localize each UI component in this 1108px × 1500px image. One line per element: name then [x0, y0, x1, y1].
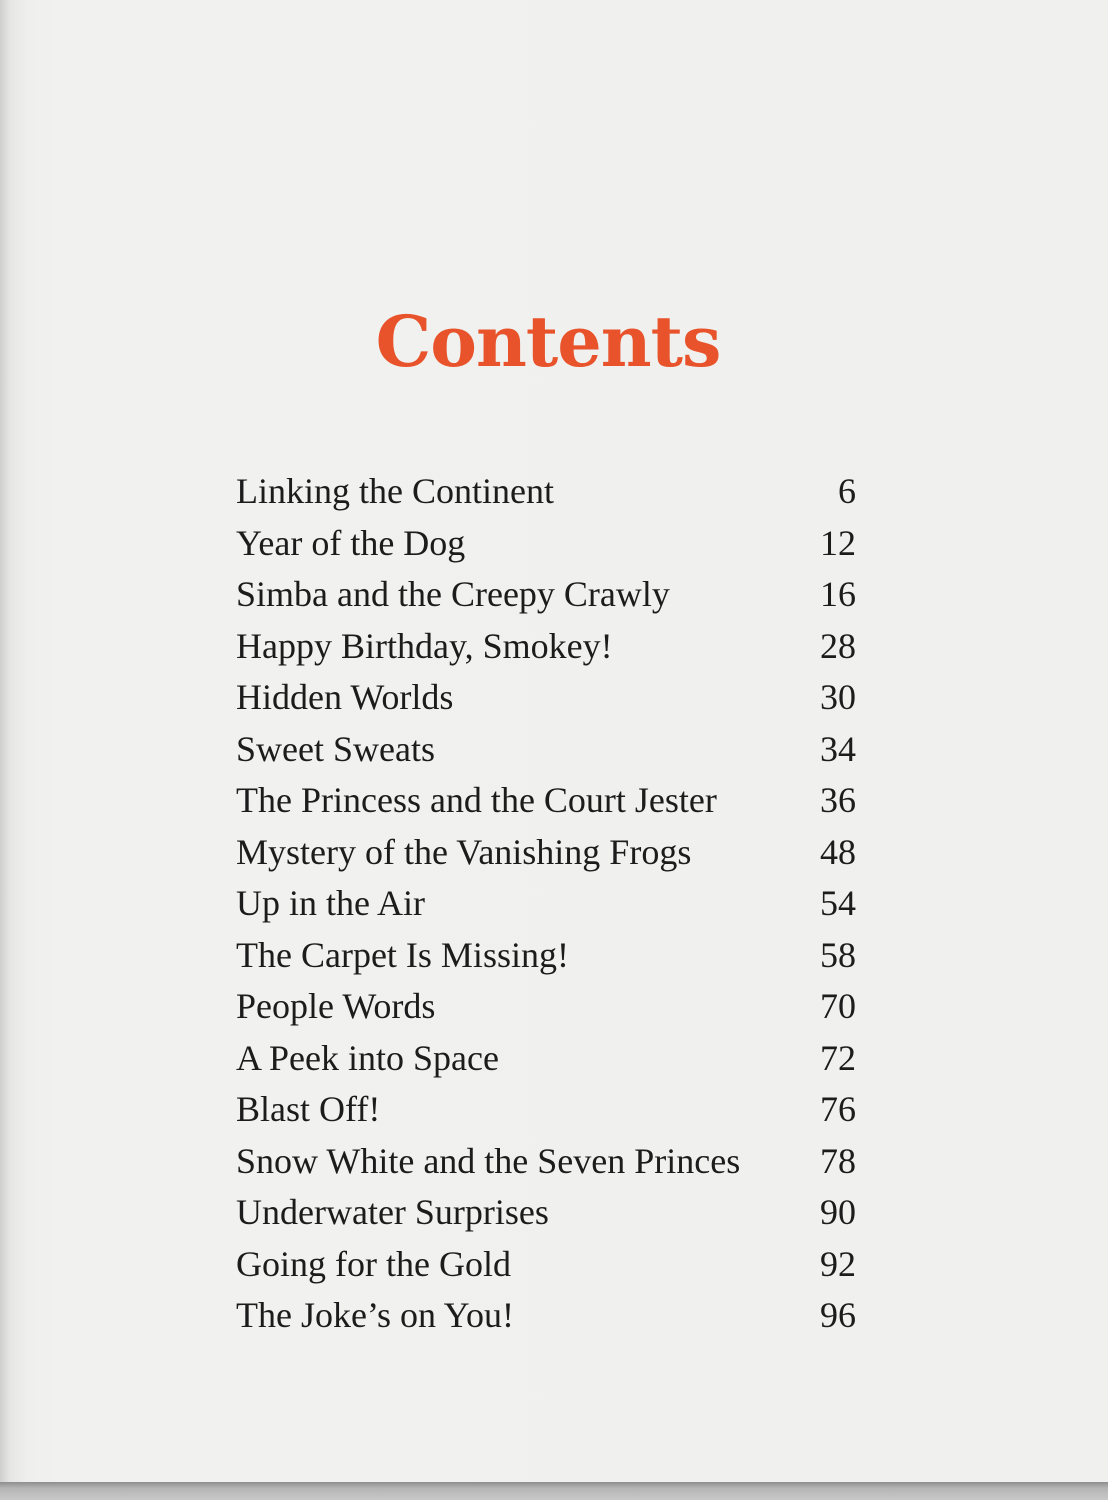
- toc-entry-title: Going for the Gold: [236, 1243, 511, 1284]
- toc-entry-page-number: 96: [820, 1295, 856, 1335]
- toc-entry-title: Snow White and the Seven Princes: [236, 1140, 741, 1181]
- toc-entry-page-number: 70: [820, 986, 856, 1026]
- toc-entry-title: The Joke’s on You!: [236, 1295, 515, 1335]
- toc-entry: [236, 1191, 856, 1243]
- toc-entry: [236, 934, 856, 986]
- toc-entry: [236, 882, 856, 934]
- toc-entry: [236, 1037, 856, 1089]
- toc-entry-title: The Carpet Is Missing!: [236, 934, 569, 975]
- toc-entry: [236, 1243, 856, 1295]
- toc-entry-title: Year of the Dog: [236, 522, 466, 563]
- toc-entry-title: Underwater Surprises: [236, 1192, 549, 1232]
- toc-entry-title: Happy Birthday, Smokey!: [236, 625, 613, 666]
- toc-entry-page-number: 34: [820, 728, 856, 769]
- toc-entry-title: Simba and the Creepy Crawly: [236, 574, 670, 614]
- toc-entry-page-number: 92: [820, 1243, 856, 1284]
- page-bottom-edge: [0, 1482, 1108, 1500]
- toc-entry-page-number: 30: [820, 677, 856, 717]
- toc-entry: [236, 625, 856, 677]
- toc-entry-title: Sweet Sweats: [236, 728, 435, 769]
- toc-entry: [236, 1140, 856, 1192]
- toc-entry-page-number: 58: [820, 934, 856, 975]
- toc-entry-title: People Words: [236, 986, 436, 1026]
- toc-entry-page-number: 36: [820, 780, 856, 820]
- page-title: Contents: [375, 300, 721, 383]
- toc-entry-page-number: 12: [820, 522, 856, 563]
- toc-entry: [236, 779, 856, 831]
- table-of-contents: [236, 470, 856, 1346]
- toc-entry-page-number: 72: [820, 1037, 856, 1078]
- toc-entry: [236, 573, 856, 625]
- toc-entry-title: Linking the Continent: [236, 471, 554, 511]
- toc-entry-title: Hidden Worlds: [236, 677, 454, 717]
- toc-entry-title: Blast Off!: [236, 1089, 381, 1129]
- toc-entry-title: The Princess and the Court Jester: [236, 780, 717, 820]
- toc-entry: [236, 831, 856, 883]
- toc-entry-page-number: 16: [820, 574, 856, 614]
- toc-entry-title: Mystery of the Vanishing Frogs: [236, 831, 692, 872]
- toc-entry-page-number: 90: [820, 1192, 856, 1232]
- toc-entry: [236, 676, 856, 728]
- toc-entry-page-number: 28: [820, 625, 856, 666]
- toc-entry-page-number: 6: [838, 471, 856, 511]
- toc-entry-page-number: 48: [820, 831, 856, 872]
- toc-entry: [236, 522, 856, 574]
- toc-entry: [236, 1294, 856, 1346]
- toc-entry-page-number: 54: [820, 883, 856, 923]
- toc-entry: [236, 728, 856, 780]
- toc-entry: [236, 470, 856, 522]
- toc-entry-page-number: 76: [820, 1089, 856, 1129]
- toc-entry: [236, 1088, 856, 1140]
- toc-entry-title: A Peek into Space: [236, 1037, 499, 1078]
- toc-entry-page-number: 78: [820, 1140, 856, 1181]
- toc-entry-title: Up in the Air: [236, 883, 425, 923]
- toc-entry: [236, 985, 856, 1037]
